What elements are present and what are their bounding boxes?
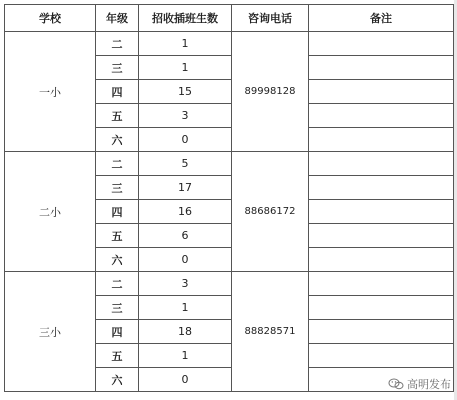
note-cell [309, 320, 454, 344]
note-cell [309, 200, 454, 224]
grade-cell: 四 [96, 320, 139, 344]
header-grade: 年级 [96, 5, 139, 32]
count-cell: 16 [139, 200, 232, 224]
note-cell [309, 224, 454, 248]
grade-cell: 五 [96, 104, 139, 128]
note-cell [309, 176, 454, 200]
count-cell: 1 [139, 344, 232, 368]
grade-cell: 二 [96, 32, 139, 56]
grade-cell: 三 [96, 176, 139, 200]
school-name: 二小 [5, 152, 96, 272]
grade-cell: 五 [96, 344, 139, 368]
watermark [388, 376, 451, 392]
header-count: 招收插班生数 [139, 5, 232, 32]
table-row [5, 272, 454, 296]
header-row [5, 5, 454, 32]
count-cell: 3 [139, 104, 232, 128]
grade-cell: 六 [96, 128, 139, 152]
count-cell: 17 [139, 176, 232, 200]
grade-cell: 四 [96, 80, 139, 104]
phone-cell: 88686172 [232, 152, 309, 272]
count-cell: 6 [139, 224, 232, 248]
grade-cell: 五 [96, 224, 139, 248]
note-cell [309, 56, 454, 80]
wechat-icon [388, 378, 404, 390]
table-row [5, 32, 454, 56]
note-cell [309, 344, 454, 368]
grade-cell: 二 [96, 152, 139, 176]
note-cell [309, 80, 454, 104]
note-cell [309, 296, 454, 320]
count-cell: 0 [139, 248, 232, 272]
count-cell: 18 [139, 320, 232, 344]
count-cell: 1 [139, 32, 232, 56]
grade-cell: 六 [96, 368, 139, 392]
grade-cell: 三 [96, 56, 139, 80]
header-school: 学校 [5, 5, 96, 32]
count-cell: 0 [139, 128, 232, 152]
note-cell [309, 32, 454, 56]
header-note: 备注 [309, 5, 454, 32]
count-cell: 1 [139, 296, 232, 320]
watermark-text: 高明发布 [407, 378, 451, 391]
count-cell: 5 [139, 152, 232, 176]
phone-cell: 88828571 [232, 272, 309, 392]
enrollment-table [4, 4, 454, 392]
count-cell: 0 [139, 368, 232, 392]
grade-cell: 二 [96, 272, 139, 296]
table-row [5, 152, 454, 176]
note-cell [309, 248, 454, 272]
note-cell [309, 104, 454, 128]
note-cell [309, 272, 454, 296]
grade-cell: 六 [96, 248, 139, 272]
note-cell [309, 152, 454, 176]
header-phone: 咨询电话 [232, 5, 309, 32]
count-cell: 3 [139, 272, 232, 296]
count-cell: 15 [139, 80, 232, 104]
phone-cell: 89998128 [232, 32, 309, 152]
grade-cell: 四 [96, 200, 139, 224]
school-name: 一小 [5, 32, 96, 152]
note-cell [309, 128, 454, 152]
grade-cell: 三 [96, 296, 139, 320]
count-cell: 1 [139, 56, 232, 80]
school-name: 三小 [5, 272, 96, 392]
